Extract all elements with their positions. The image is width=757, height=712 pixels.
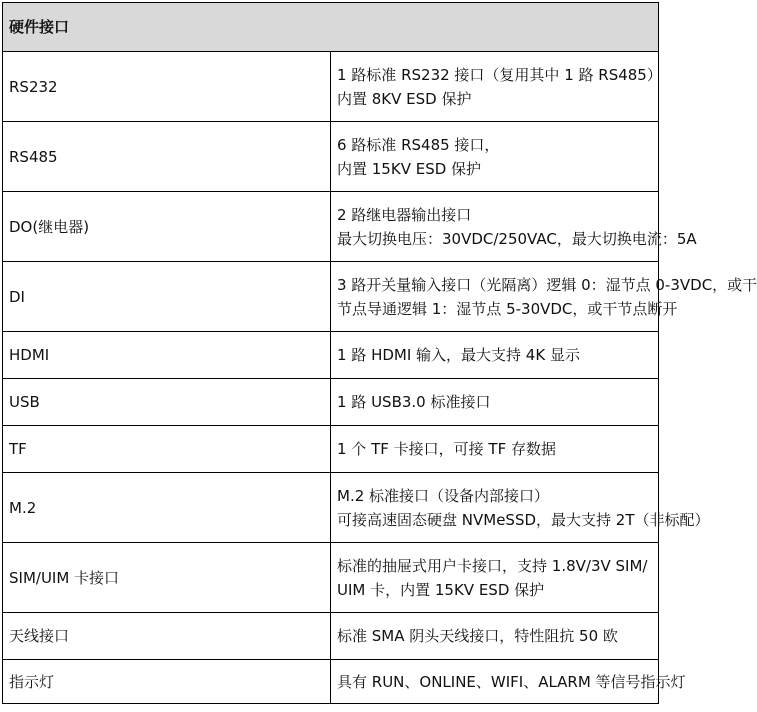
description-line: 具有 RUN、ONLINE、WIFI、ALARM 等信号指示灯 bbox=[337, 672, 686, 691]
row-description bbox=[331, 660, 686, 704]
row-description bbox=[331, 543, 659, 613]
table-row bbox=[3, 262, 659, 332]
row-description bbox=[331, 192, 697, 262]
description-line: 3 路开关量输入接口（光隔离）逻辑 0：湿节点 0-3VDC，或干 bbox=[337, 275, 757, 294]
row-description bbox=[331, 52, 662, 122]
row-description bbox=[331, 613, 659, 660]
table-row bbox=[3, 192, 659, 262]
description-line: 内置 8KV ESD 保护 bbox=[337, 89, 472, 108]
row-description bbox=[331, 426, 659, 473]
row-label: DO(继电器) bbox=[3, 192, 331, 262]
description-line: 6 路标准 RS485 接口， bbox=[337, 135, 500, 154]
table-header-row bbox=[3, 3, 659, 52]
table-row bbox=[3, 613, 659, 660]
row-label: HDMI bbox=[3, 332, 331, 379]
description-line: 可接高速固态硬盘 NVMeSSD，最大支持 2T（非标配） bbox=[337, 510, 710, 529]
table-row bbox=[3, 473, 659, 543]
row-label: USB bbox=[3, 379, 331, 426]
table-row bbox=[3, 379, 659, 426]
row-description bbox=[331, 262, 757, 332]
row-label: TF bbox=[3, 426, 331, 473]
row-label-text: SIM/UIM 卡接口 bbox=[9, 568, 120, 587]
table-row bbox=[3, 660, 659, 704]
description-line: 标准的抽屉式用户卡接口，支持 1.8V/3V SIM/UIM 卡，内置 15KV ESD 保护 bbox=[337, 556, 648, 599]
table-row bbox=[3, 122, 659, 192]
table-row bbox=[3, 543, 659, 613]
row-description bbox=[331, 122, 659, 192]
row-description bbox=[331, 332, 659, 379]
description-line: 节点导通逻辑 1：湿节点 5-30VDC，或干节点断开 bbox=[337, 299, 678, 318]
row-label: DI bbox=[3, 262, 331, 332]
table-row bbox=[3, 332, 659, 379]
table-row bbox=[3, 426, 659, 473]
description-line: 2 路继电器输出接口 bbox=[337, 205, 472, 224]
hardware-interface-table bbox=[2, 2, 757, 704]
row-description bbox=[331, 379, 659, 426]
row-label: 天线接口 bbox=[3, 613, 331, 660]
row-description bbox=[331, 473, 710, 543]
description-line: 标准 SMA 阴头天线接口，特性阻抗 50 欧 bbox=[337, 627, 618, 645]
description-line: 1 个 TF 卡接口，可接 TF 存数据 bbox=[337, 440, 556, 458]
row-label: 指示灯 bbox=[3, 660, 331, 704]
description-line: 内置 15KV ESD 保护 bbox=[337, 159, 482, 178]
description-line: 1 路 USB3.0 标准接口 bbox=[337, 393, 491, 411]
description-line: 1 路标准 RS232 接口（复用其中 1 路 RS485） bbox=[337, 65, 662, 84]
row-label: M.2 bbox=[3, 473, 331, 543]
description-line: 最大切换电压：30VDC/250VAC，最大切换电流：5A bbox=[337, 229, 697, 248]
table-row bbox=[3, 52, 659, 122]
table-header: 硬件接口 bbox=[3, 3, 659, 52]
row-label bbox=[3, 543, 331, 613]
row-label: RS485 bbox=[3, 122, 331, 192]
description-line: 1 路 HDMI 输入，最大支持 4K 显示 bbox=[337, 346, 580, 364]
row-label: RS232 bbox=[3, 52, 331, 122]
description-line: M.2 标准接口（设备内部接口） bbox=[337, 486, 550, 505]
